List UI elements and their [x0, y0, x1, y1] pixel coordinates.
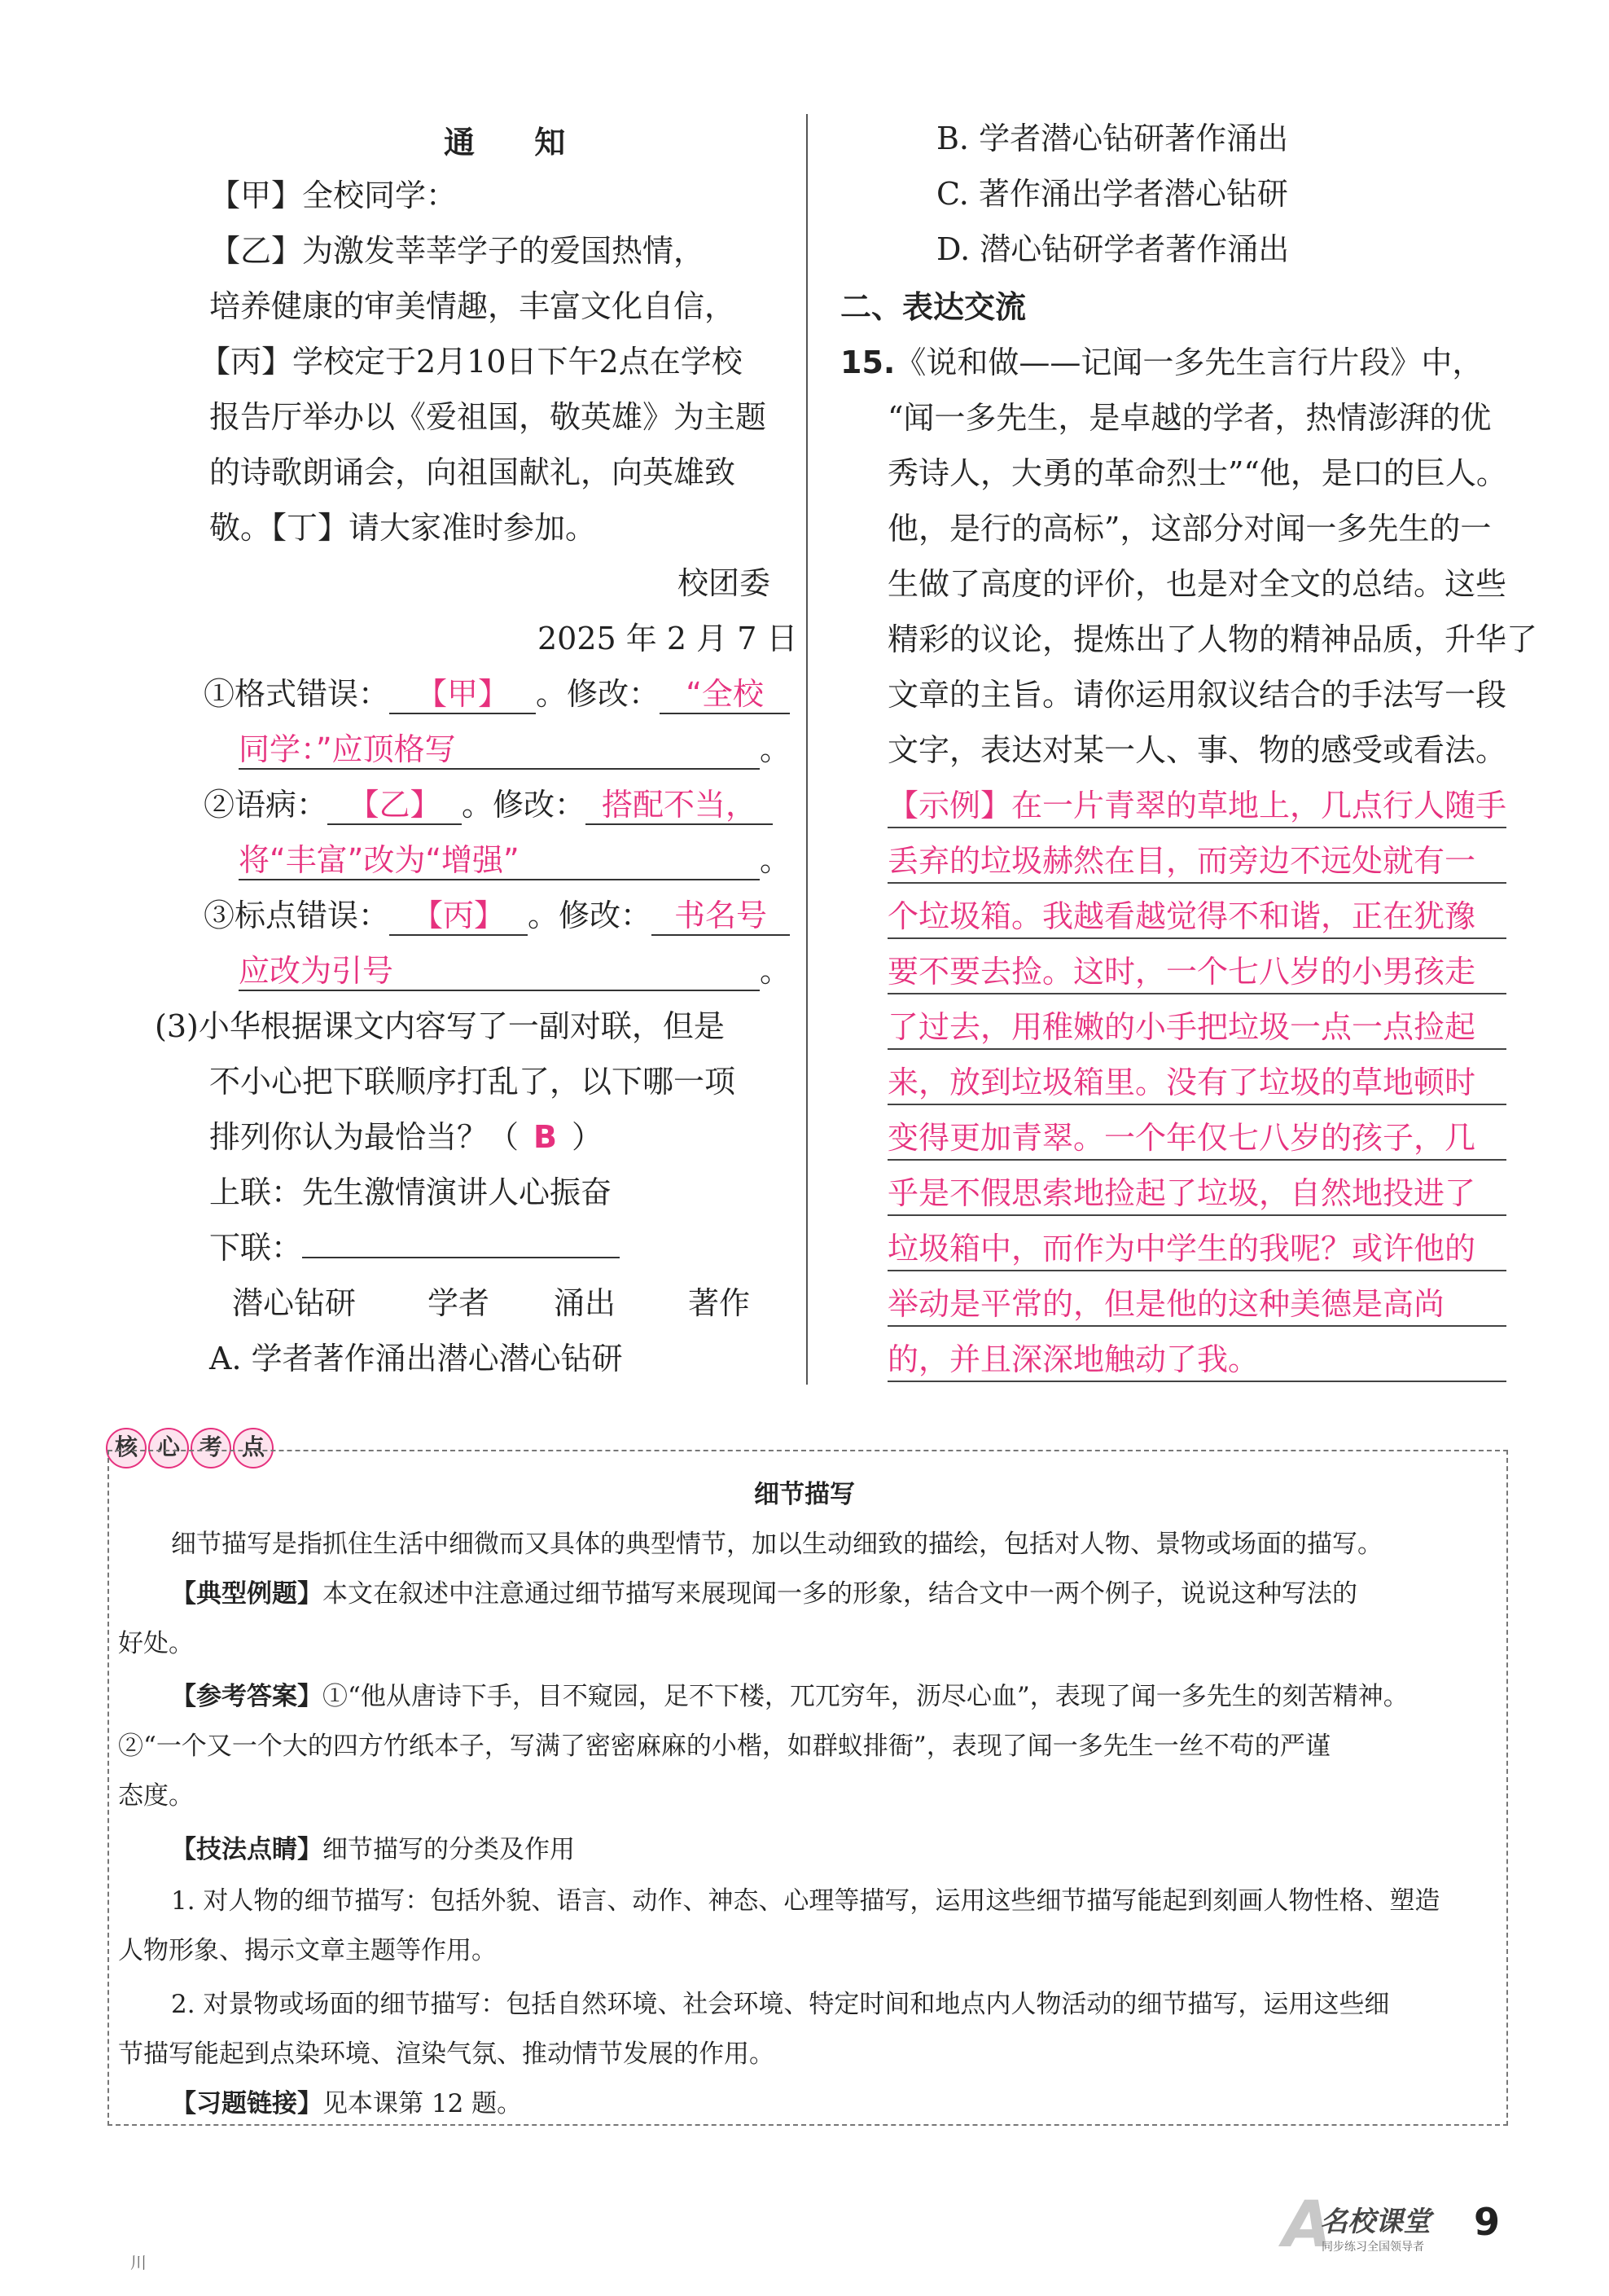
ref-label: 【参考答案】 — [171, 1682, 322, 1711]
punct-fix-label: 。修改： — [528, 898, 652, 933]
page-number: 9 — [1474, 2200, 1501, 2244]
q3-line: (3)小华根据课文内容写了一副对联，但是 — [155, 1008, 725, 1044]
grammar-question — [204, 784, 773, 825]
q15-line: 文章的主旨。请你运用叙议结合的手法写一段 — [888, 677, 1507, 713]
notice-signature: 校团委 — [677, 565, 771, 601]
notice-body-line: 【丙】学校定于2月10日下午2点在学校 — [199, 344, 743, 380]
q15-answer-line: 的，并且深深地触动了我。 — [888, 1338, 1506, 1382]
column-divider — [806, 114, 808, 1385]
period: 。 — [760, 842, 791, 878]
core-link — [171, 2087, 522, 2120]
link-text: 见本课第 12 题。 — [322, 2089, 523, 2118]
q15-line: 生做了高度的评价，也是对全文的总结。这些 — [888, 566, 1507, 602]
format-fix-label: 。修改： — [536, 676, 660, 712]
q15-line: 秀诗人，大勇的革命烈士”“他，是口的巨人。 — [888, 455, 1507, 491]
core-point-1-cont: 人物形象、揭示文章主题等作用。 — [118, 1936, 497, 1965]
section-title: 二、表达交流 — [840, 289, 1027, 325]
q15-first-line — [840, 342, 1483, 383]
q15-answer-line: 【示例】在一片青翠的草地上，几点行人随手 — [888, 784, 1506, 828]
q15-answer-line: 垃圾箱中，而作为中学生的我呢？或许他的 — [888, 1227, 1506, 1271]
core-ref — [171, 1680, 1409, 1713]
punct-question — [204, 895, 790, 936]
q3-prompt: 排列你认为最恰当？（ — [209, 1119, 520, 1155]
format-answer: 【甲】 — [389, 675, 536, 714]
ref-text: ①“他从唐诗下手，目不窥园，足不下楼，兀兀穷年，沥尽心血”，表现了闻一多先生的刻苦精神。 — [322, 1682, 1409, 1711]
core-example — [171, 1578, 1357, 1610]
q3-option-c: C. 著作涌出学者潜心钻研 — [936, 176, 1288, 212]
punct-label: ③标点错误： — [204, 898, 390, 933]
core-point-2-cont: 节描写能起到点染环境、渲染气氛、推动情节发展的作用。 — [118, 2039, 774, 2069]
grammar-fix-answer: 搭配不当， — [585, 786, 773, 825]
grammar-fix-answer-cont: 将“丰富”改为“增强” — [239, 841, 760, 880]
q15-line: 精彩的议论，提炼出了人物的精神品质，升华了 — [888, 621, 1538, 657]
core-ref-cont: 态度。 — [118, 1781, 194, 1811]
grammar-label: ②语病： — [204, 787, 328, 823]
core-tag-char: 点 — [233, 1428, 274, 1468]
q15-line: 文字，表达对某一人、事、物的感受或看法。 — [888, 732, 1507, 768]
notice-body-line: 报告厅举办以《爱祖国，敬英雄》为主题 — [209, 399, 767, 435]
notice-date: 2025 年 2 月 7 日 — [537, 621, 798, 656]
q15-answer-line: 来，放到垃圾箱里。没有了垃圾的草地顿时 — [888, 1061, 1506, 1105]
q15-answer-line: 变得更加青翠。一个年仅七八岁的孩子，几 — [888, 1117, 1506, 1161]
grammar-fix-label: 。修改： — [462, 787, 586, 823]
grammar-question-cont — [239, 840, 791, 880]
core-ref-cont: ②“一个又一个大的四方竹纸本子，写满了密密麻麻的小楷，如群蚁排衙”，表现了闻一多先生一丝不苟的严谨 — [118, 1732, 1331, 1761]
notice-salutation: 【甲】全校同学： — [209, 178, 458, 213]
notice-body-line: 培养健康的审美情趣，丰富文化自信， — [209, 288, 736, 324]
core-tech — [171, 1833, 575, 1866]
tech-text: 细节描写的分类及作用 — [322, 1835, 575, 1864]
brand-sub: 同步练习全国领导者 — [1322, 2241, 1424, 2254]
core-intro: 细节描写是指抓住生活中细微而又具体的典型情节，加以生动细致的描绘，包括对人物、景物或场面的描写。 — [171, 1530, 1383, 1559]
q3-line: 不小心把下联顺序打乱了，以下哪一项 — [209, 1064, 736, 1100]
q3-word: 著作 — [688, 1285, 751, 1321]
punct-question-cont — [239, 950, 791, 991]
q3-lower-label: 下联： — [209, 1230, 303, 1266]
notice-body-line: 的诗歌朗诵会，向祖国献礼，向英雄致 — [209, 454, 736, 490]
format-question — [204, 674, 790, 714]
notice-title: 通 知 — [444, 125, 590, 160]
q3-option-b: B. 学者潜心钻研著作涌出 — [936, 121, 1289, 156]
q3-word: 学者 — [427, 1285, 490, 1321]
page-mark: 川 — [130, 2253, 147, 2272]
core-tag-char: 心 — [148, 1428, 189, 1468]
brand-logo — [1282, 2188, 1486, 2264]
q15-line: 《说和做——记闻一多先生言行片段》中， — [895, 345, 1484, 380]
punct-fix-answer: 书名号 — [651, 897, 790, 936]
brand-name: 名校课堂 — [1320, 2206, 1431, 2238]
q15-number: 15. — [840, 345, 896, 380]
q3-close: ） — [571, 1119, 603, 1155]
core-example-cont: 好处。 — [118, 1629, 194, 1658]
q3-line — [209, 1117, 603, 1157]
core-tag-char: 考 — [191, 1428, 231, 1468]
grammar-answer: 【乙】 — [327, 786, 462, 825]
brand-letter: A — [1282, 2188, 1332, 2262]
q15-line: “闻一多先生，是卓越的学者，热情澎湃的优 — [888, 400, 1492, 436]
q15-answer-line: 个垃圾箱。我越看越觉得不和谐，正在犹豫 — [888, 895, 1506, 939]
q15-answer-line: 乎是不假思索地捡起了垃圾，自然地投进了 — [888, 1172, 1506, 1216]
core-tag-char: 核 — [106, 1428, 147, 1468]
notice-body-line: 敬。【丁】请大家准时参加。 — [209, 510, 597, 546]
example-text: 本文在叙述中注意通过细节描写来展现闻一多的形象，结合文中一两个例子，说说这种写法的 — [322, 1579, 1357, 1609]
format-fix-answer-cont: 同学：”应顶格写 — [239, 731, 760, 770]
q15-answer-line: 要不要去捡。这时，一个七八岁的小男孩走 — [888, 950, 1506, 994]
core-point-2: 2. 对景物或场面的细节描写：包括自然环境、社会环境、特定时间和地点内人物活动的细节描写，运用这些细 — [171, 1990, 1390, 2019]
tech-label: 【技法点睛】 — [171, 1835, 322, 1864]
q3-option-a: A. 学者著作涌出潜心潜心钻研 — [209, 1341, 623, 1376]
q3-answer: B — [533, 1119, 557, 1155]
q15-answer-line: 了过去，用稚嫩的小手把垃圾一点一点捡起 — [888, 1006, 1506, 1050]
q3-lower-couplet — [209, 1227, 620, 1268]
punct-fix-answer-cont: 应改为引号 — [239, 952, 760, 991]
q3-option-d: D. 潜心钻研学者著作涌出 — [936, 231, 1290, 267]
format-question-cont — [239, 729, 791, 770]
core-point-1: 1. 对人物的细节描写：包括外貌、语言、动作、神态、心理等描写，运用这些细节描写能起到刻画人物性格、塑造 — [171, 1886, 1440, 1916]
link-label: 【习题链接】 — [171, 2089, 322, 2118]
period: 。 — [760, 731, 791, 767]
notice-body-line: 【乙】为激发莘莘学子的爱国热情， — [209, 233, 705, 269]
core-title: 细节描写 — [754, 1480, 855, 1509]
punct-answer: 【丙】 — [389, 897, 528, 936]
q3-word: 涌出 — [554, 1285, 616, 1321]
q3-upper-couplet: 上联：先生激情演讲人心振奋 — [209, 1174, 612, 1210]
period: 。 — [760, 953, 791, 989]
example-label: 【典型例题】 — [171, 1579, 322, 1609]
q15-answer-line: 丢弃的垃圾赫然在目，而旁边不远处就有一 — [888, 840, 1506, 884]
format-label: ①格式错误： — [204, 676, 390, 712]
format-fix-answer: “全校 — [660, 675, 790, 714]
q15-answer-line: 举动是平常的，但是他的这种美德是高尚 — [888, 1283, 1506, 1327]
q3-word: 潜心钻研 — [232, 1285, 357, 1321]
q15-line: 他，是行的高标”，这部分对闻一多先生的一 — [888, 511, 1492, 547]
